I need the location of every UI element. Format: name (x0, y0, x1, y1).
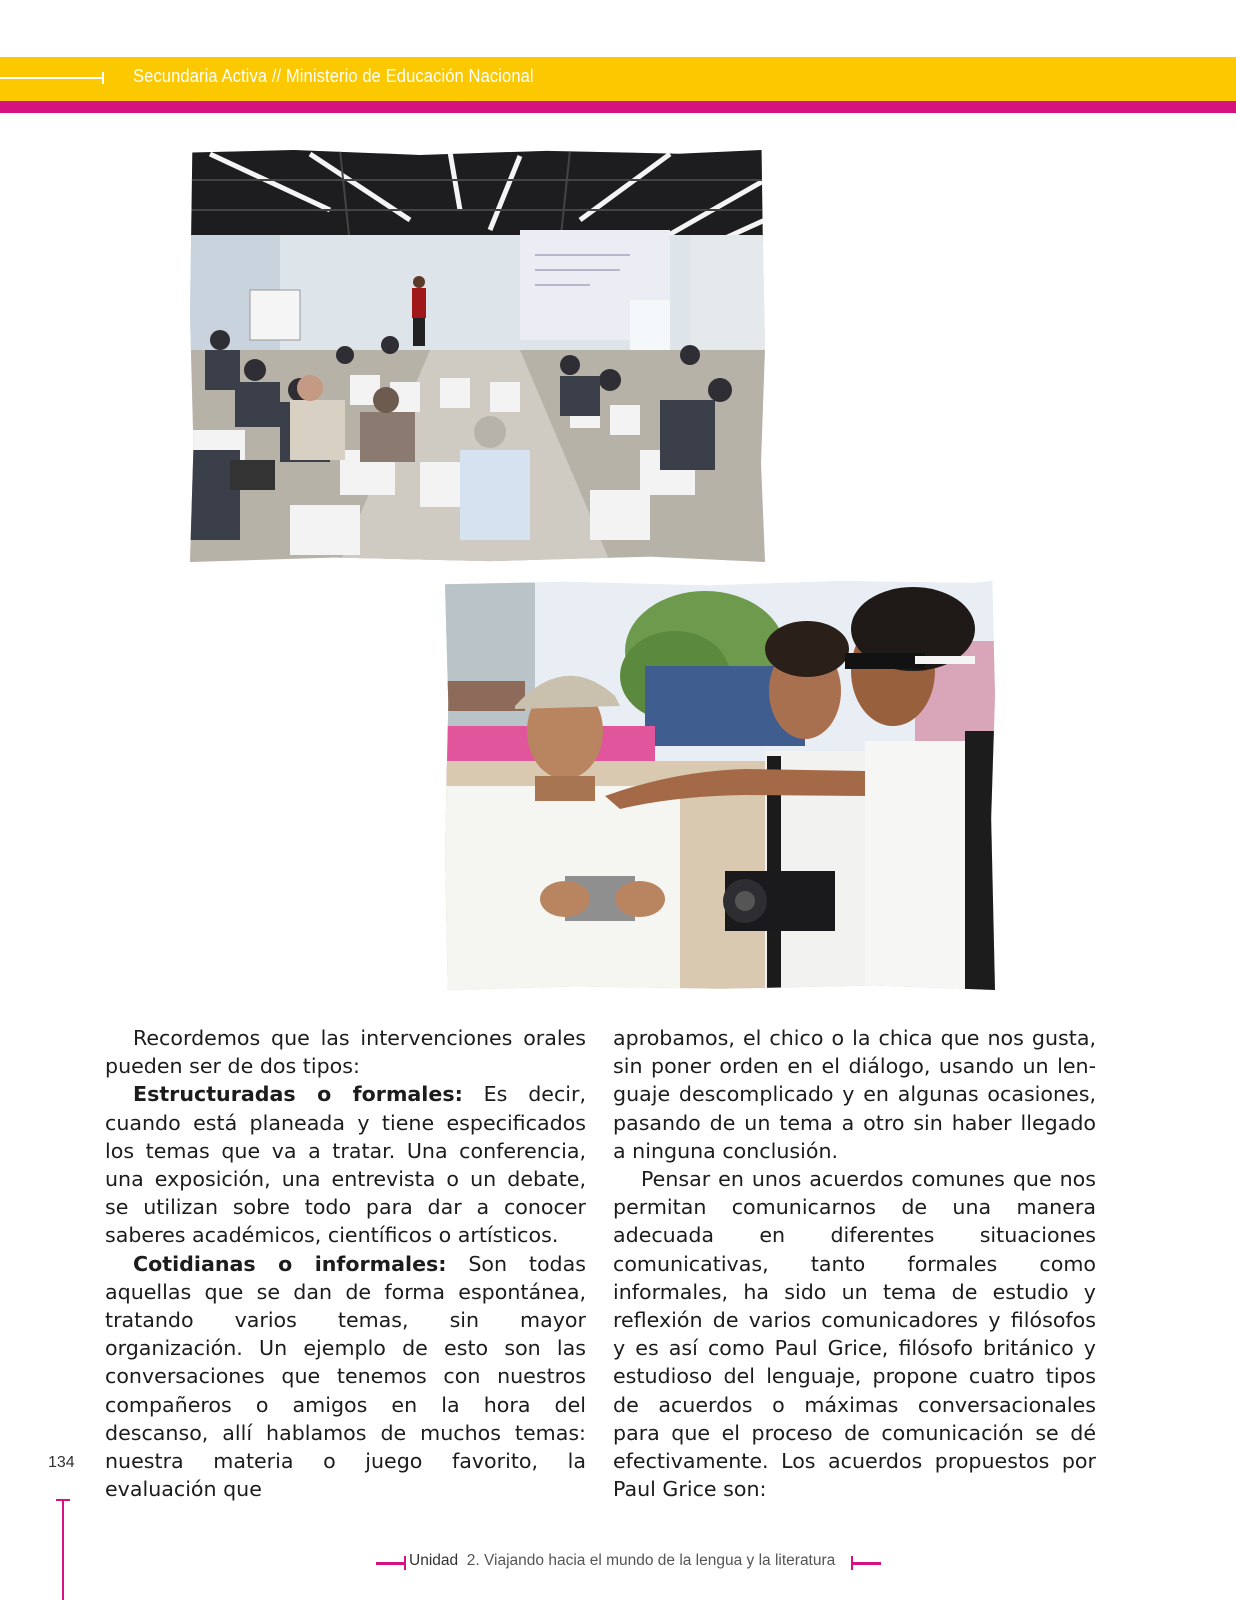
footer-unit-name: 2. Viajando hacia el mundo de la lengua y la literatura (466, 1552, 836, 1569)
footer-rule-left-tick (404, 1556, 406, 1570)
term-informal: Cotidianas o informales: (133, 1251, 447, 1276)
footer-unit-label: Unidad (409, 1552, 459, 1569)
paragraph-informal (105, 1250, 586, 1504)
conference-photo (190, 150, 765, 562)
text-structured: Es decir, cuando está planeada y tiene especificados los temas que va a tratar. Una conferencia, una exposición, una entrevista o un debate, se utilizan sobre todo para dar a conocer saberes académicos, científicos o artísticos. (105, 1082, 586, 1248)
footer-rule-right (851, 1562, 881, 1565)
text-column-right (613, 1024, 1096, 1503)
text-informal: Son todas aquellas que se dan de forma espontánea, tratando varios temas, sin mayor organización. Un ejemplo de esto son las conversaciones que tenemos con nuestros compañeros o amigos en la hora del descanso, allí hablamos de muchos temas: nuestra materia o juego favorito, la evaluación que (105, 1251, 586, 1502)
street-conversation-photo (445, 581, 995, 990)
header-accent-stripe (0, 101, 1236, 113)
paragraph-continuation: aprobamos, el chico o la chica que nos gusta, sin poner orden en el diálogo, usando un lenguaje descomplicado y en algunas ocasiones, pasando de un tema a otro sin haber llegado a ninguna conclusión. (613, 1026, 1096, 1163)
footer-unit-title (409, 1552, 835, 1570)
header-rule-tick (102, 72, 104, 84)
paragraph-grice: Pensar en unos acuerdos comunes que nos permitan comunicarnos de una manera adecuada en diferentes situaciones comunicativas, tanto formales como informales, ha sido un tema de estudio y reflexión de varios comunicadores y filósofos y es así como Paul Grice, filósofo británico y estudioso del lenguaje, propone cuatro tipos de acuerdos o máximas conversacionales para que el proceso de comunicación se dé efectivamente. Los acuerdos propuestos por Paul Grice son: (613, 1167, 1096, 1502)
header-title: Secundaria Activa // Ministerio de Educación Nacional (133, 66, 534, 86)
term-structured: Estructuradas o formales: (133, 1082, 463, 1107)
header-rule (0, 77, 104, 79)
footer (376, 1551, 881, 1573)
text-column-left (105, 1024, 586, 1503)
left-margin-rule (62, 1500, 64, 1600)
page-number: 134 (48, 1454, 75, 1471)
paragraph-intro: Recordemos que las intervenciones orales pueden ser de dos tipos: (105, 1026, 586, 1079)
paragraph-structured (105, 1080, 586, 1249)
footer-rule-left (376, 1562, 406, 1565)
